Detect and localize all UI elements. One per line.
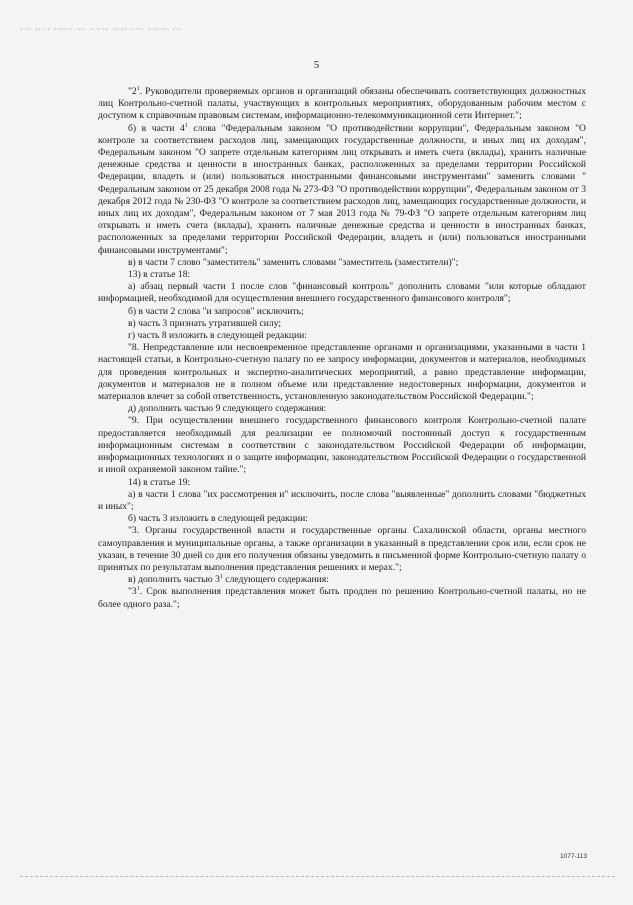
- paragraph-text: б) в части 2 слова "и запросов" исключить;: [128, 305, 304, 317]
- paragraph: [98, 513, 586, 525]
- paragraph: [98, 257, 586, 269]
- paragraph: [98, 586, 586, 610]
- page-number: 5: [313, 60, 320, 71]
- paragraph: [98, 269, 586, 281]
- paragraph: [98, 123, 586, 257]
- paragraph-text: слова "Федеральным законом "О противодействии коррупции", Федеральным законом "О контроле за соответствием расходов лиц, замещающих государственные должности, и иных лиц их доходам", Федеральным законом "О запрете отдельным категориям лиц открывать и иметь счета (вклады), хранить наличные денежные средства и ценности в иностранных банках, расположенных за пределами территории Российской Федерации, владеть и (или) пользоваться иностранными финансовыми инструментами" заменить словами " Федеральным законом от 25 декабря 2008 года № 273-ФЗ "О противодействии коррупции", Федеральным законом от 3 декабря 2012 года № 230-ФЗ "О контроле за соответствием расходов лиц, замещающих государственные должности, и иных лиц их доходам", Федеральным законом от 7 мая 2013 года № 79-ФЗ "О запрете отдельным категориям лиц открывать и иметь счета (вклады), хранить наличные денежные средства и ценности в иностранных банках, расположенных за пределами территории Российской Федерации, владеть и (или) пользоваться иностранными финансовыми инструментами";: [98, 122, 586, 256]
- paragraph: [98, 489, 586, 513]
- paragraph: [98, 281, 586, 305]
- paragraph: [98, 403, 586, 415]
- document-code: 1077-113: [560, 853, 587, 860]
- paragraph: [98, 574, 586, 586]
- paragraph-text: "2: [128, 86, 137, 97]
- superscript: 1: [219, 573, 223, 580]
- paragraph-text: в) в части 7 слово "заместитель" заменить словами "заместитель (заместители)";: [128, 256, 459, 268]
- scan-artifact-footer: [20, 876, 615, 878]
- paragraph: [98, 330, 586, 342]
- paragraph-text: д) дополнить частью 9 следующего содержания:: [128, 403, 327, 415]
- paragraph: [98, 86, 586, 123]
- paragraph-text: а) в части 1 слова "их рассмотрения и" исключить, после слова "выявленные" дополнить словами "бюджетных и иных";: [98, 488, 586, 512]
- paragraph: [98, 525, 586, 574]
- paragraph-text: в) дополнить частью 3: [128, 574, 220, 586]
- paragraph-text: "8. Непредставление или несвоевременное представление органами и организациями, указанными в части 1 настоящей статьи, в Контрольно-счетную палату по ее запросу информации, документов и материалов, необходимых для проведения контрольных и экспертно-аналитических мероприятий, а равно представление информации, документов и материалов не в полном объеме или представление недостоверных информации, документов и материалов влечет за собой ответственность, установленную законодательством Российской Федерации.";: [98, 342, 586, 403]
- paragraph-text: "9. При осуществлении внешнего государственного финансового контроля Контрольно-счетной палате предоставляется необходимый для реализации ее полномочий постоянный доступ к государственным информационным системам в соответствии с законодательством Российской Федерации об информации, информационных технологиях и о защите информации, законодательством Российской Федерации о государственной и иной охраняемой законом тайне.";: [98, 415, 586, 476]
- paragraph-text: . Срок выполнения представления может быть продлен по решению Контрольно-счетной палаты, но не более одного раза.";: [98, 586, 586, 610]
- document-body: [98, 86, 586, 611]
- superscript: 1: [136, 586, 140, 593]
- paragraph-text: б) в части 4: [128, 122, 185, 134]
- paragraph-text: 13) в статье 18:: [128, 269, 191, 281]
- paragraph-text: 14) в статье 19:: [128, 476, 191, 488]
- paragraph-text: в) часть 3 признать утратившей силу;: [128, 317, 282, 329]
- paragraph-text: а) абзац первый части 1 после слов "финансовый контроль" дополнить словами "или которые обладают информацией, необходимой для осуществления внешнего государственного финансового контроля";: [98, 281, 586, 305]
- paragraph-text: г) часть 8 изложить в следующей редакции:: [128, 330, 307, 342]
- paragraph: [98, 306, 586, 318]
- paragraph: [98, 477, 586, 489]
- superscript: 1: [136, 85, 140, 92]
- paragraph: [98, 342, 586, 403]
- paragraph-text: следующего содержания:: [222, 574, 329, 586]
- paragraph-text: "3: [128, 586, 137, 598]
- paragraph-text: "3. Органы государственной власти и государственные органы Сахалинской области, органы местного самоуправления и муниципальные органы, а также организации в указанный в представлении срок или, если срок не указан, в течение 30 дней со дня его получения обязаны уведомить в письменной форме Контрольно-счетную палату о принятых по результатам выполнения представления решениях и мерах.";: [98, 525, 586, 573]
- paragraph: [98, 318, 586, 330]
- scan-artifact-header: ▪▫▪▫ ▪▪▫▫▪ ▪▫▪▪▫▪ ▫▪▪▫ ▪▫▪▫▪▪ ▫▪▫▪▪ ▪▫▪▪▫ ▪▫▪▫▪▪▫ ▪▫▪: [20, 27, 183, 32]
- paragraph: [98, 415, 586, 476]
- superscript: 1: [184, 122, 188, 129]
- paragraph-text: б) часть 3 изложить в следующей редакции:: [128, 513, 308, 525]
- paragraph-text: . Руководители проверяемых органов и организаций обязаны обеспечивать соответствующих должностных лиц Контрольно-счетной палаты, участвующих в контрольных мероприятиях, оборудованным рабочим местом с доступом к справочным правовым системам, информационно-телекоммуникационной сети Интернет.";: [98, 86, 586, 122]
